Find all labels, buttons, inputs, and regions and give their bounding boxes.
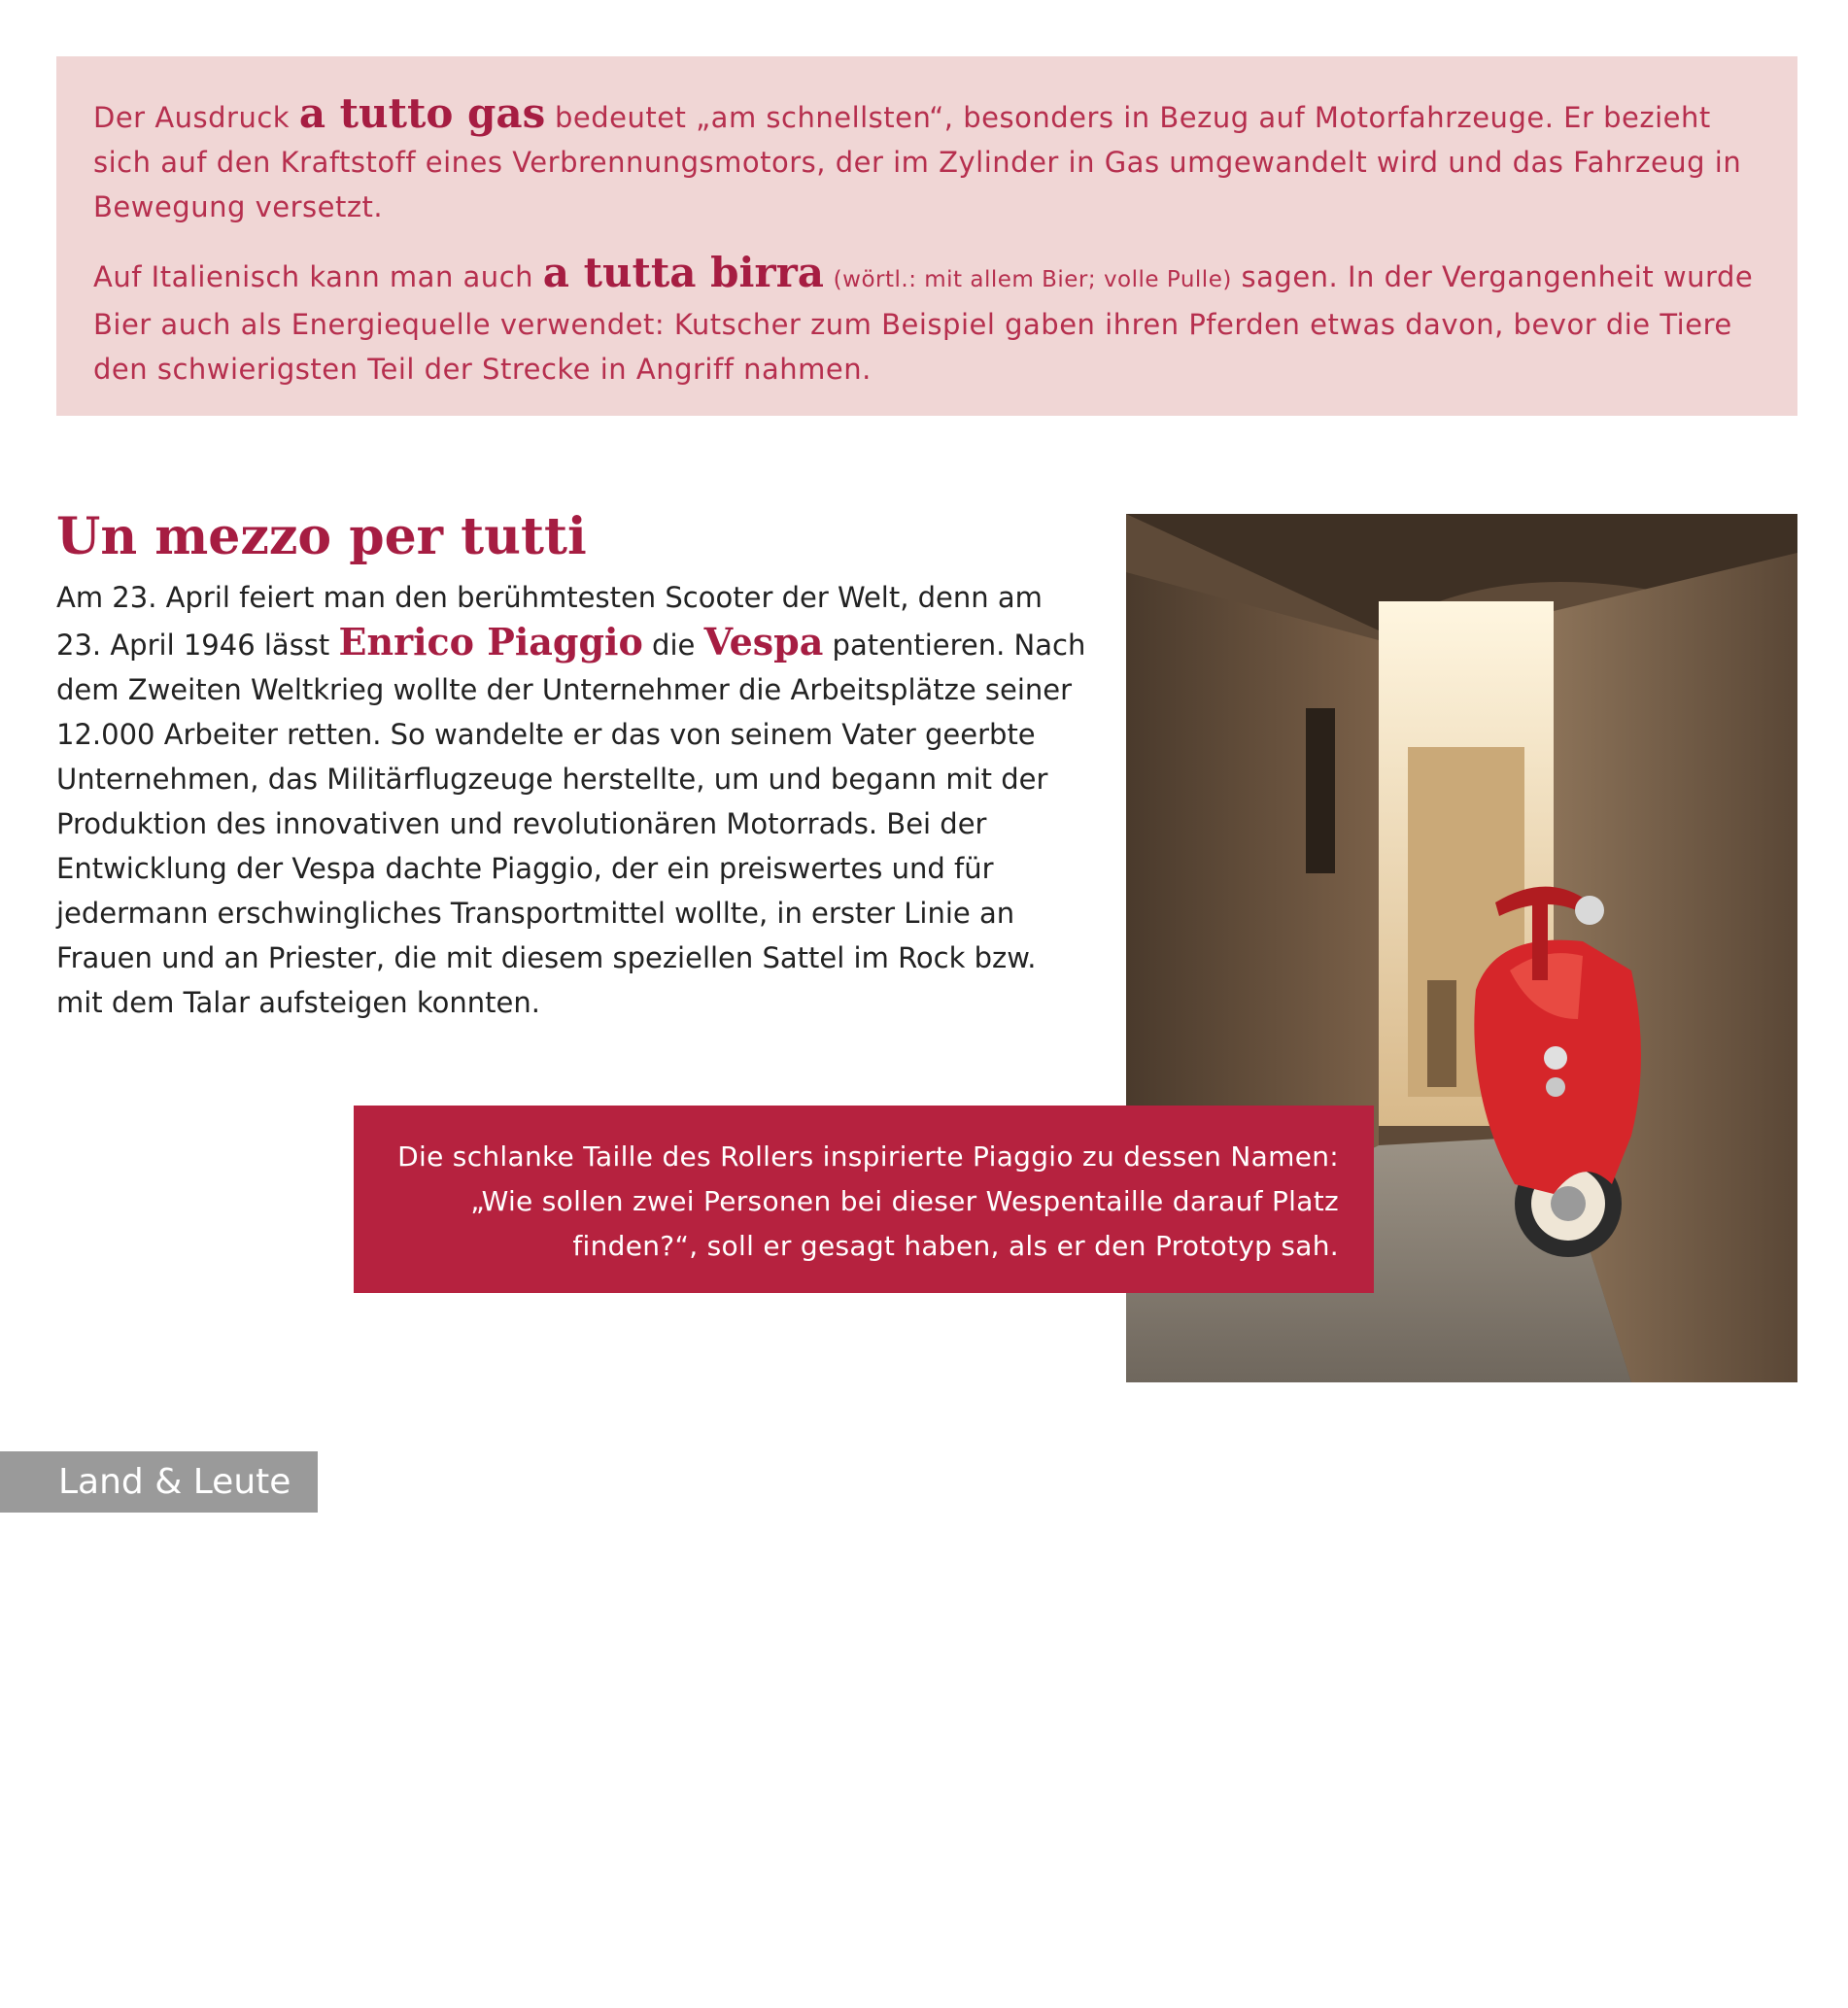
name-vespa: Vespa <box>703 620 824 664</box>
wall-window <box>1306 708 1335 873</box>
info-p1-after: bedeutet „am schnellsten“, besonders in Bezug auf Motorfahrzeuge. Er bezieht sich auf den Kraftstoff eines Verbrennungsmotors, der im Zylinder in Gas umgewandelt wird und das Fahrzeug in Bewegung versetzt. <box>93 101 1742 223</box>
term-a-tutta-birra: a tutta birra <box>542 249 824 296</box>
info-paragraph-2 <box>93 251 1761 391</box>
section-tab-land-und-leute: Land & Leute <box>0 1451 318 1513</box>
name-enrico-piaggio: Enrico Piaggio <box>338 620 643 664</box>
info-p1-before: Der Ausdruck <box>93 101 299 134</box>
info-paragraph-1 <box>93 91 1761 229</box>
distant-door <box>1427 980 1456 1087</box>
body-text-3: patentieren. Nach dem Zweiten Weltkrieg wollte der Unternehmer die Arbeitsplätze seiner 12.000 Arbeiter retten. So wandelte er das von seinem Vater geerbte Unternehmen, das Militärflugzeuge herstellte, um und begann mit der Produktion des innovativen und revolutionären Motorrads. Bei der Entwicklung der Vespa dachte Piaggio, der ein preiswertes und für jedermann erschwingliches Transportmittel wollte, in erster Linie an Frauen und an Priester, die mit diesem speziellen Sattel im Rock bzw. mit dem Talar aufsteigen konnten. <box>56 629 1086 1019</box>
translation-note: (wörtl.: mit allem Bier; volle Pulle) <box>833 267 1232 292</box>
info-p2-after: sagen. In der Vergangenheit wurde Bier auch als Energiequelle verwendet: Kutscher zum Beispiel gaben ihren Pferden etwas davon, bevor die Tiere den schwierigsten Teil der Strecke in Angriff nahmen. <box>93 260 1754 386</box>
info-p2-before: Auf Italienisch kann man auch <box>93 260 543 293</box>
info-box <box>56 56 1797 416</box>
body-text-1: Am 23. April feiert man den berühmtesten Scooter der Welt, denn am 23. April 1946 lässt <box>56 581 1043 662</box>
quote-text: Die schlanke Taille des Rollers inspirierte Piaggio zu dessen Namen: „Wie sollen zwei Personen bei dieser Wespentaille darauf Platz finden?“, soll er gesagt haben, als er den Prototyp sah. <box>397 1140 1339 1262</box>
body-text-2: die <box>642 629 704 662</box>
article-body <box>56 575 1086 1025</box>
article-heading: Un mezzo per tutti <box>56 507 587 566</box>
term-a-tutto-gas: a tutto gas <box>298 89 546 137</box>
quote-box <box>354 1106 1374 1293</box>
